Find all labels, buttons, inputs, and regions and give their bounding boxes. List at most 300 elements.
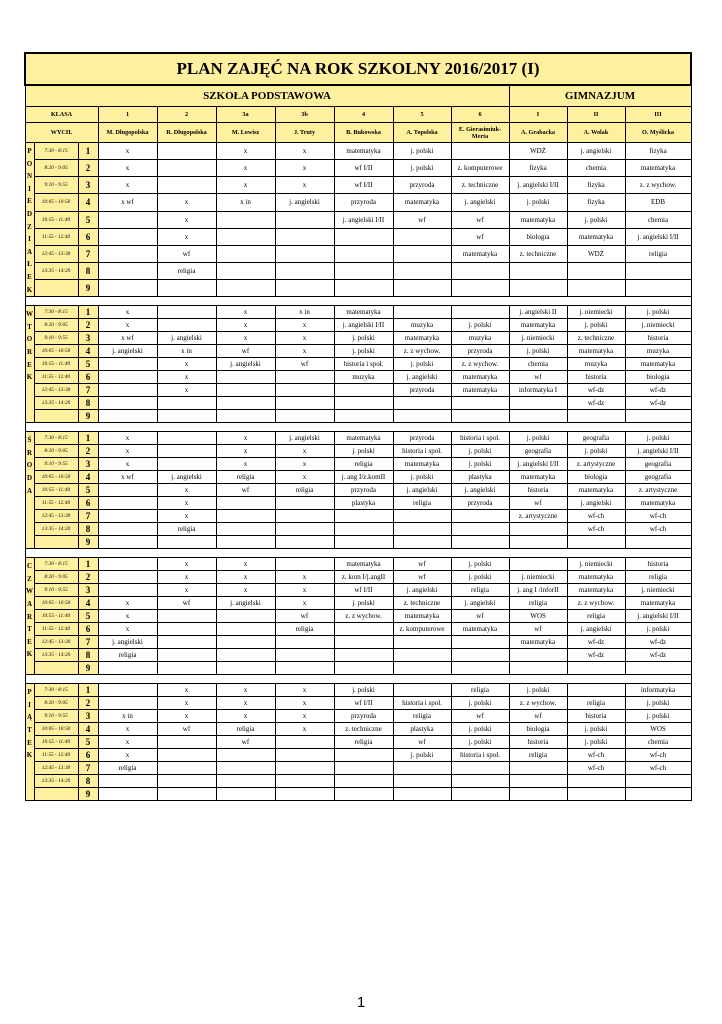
lesson-cell: j. niemiecki [625,584,691,597]
lesson-row [25,723,691,736]
lesson-cell [157,432,216,445]
lesson-cell [275,536,334,549]
teacher-header: B. Bukowska [334,123,393,143]
lesson-number: 2 [78,697,98,710]
lesson-cell [275,510,334,523]
lesson-cell: historia i społ. [393,445,451,458]
lesson-cell [157,410,216,423]
lesson-cell: x [275,697,334,710]
lesson-time: 7:30 - 8:15 [34,558,78,571]
lesson-cell: przyroda [451,497,509,510]
lesson-cell: j. angielski [567,623,625,636]
lesson-cell: matematyka [393,332,451,345]
lesson-cell: religia [157,262,216,279]
lesson-time [34,662,78,675]
lesson-time: 12:45 - 13:30 [34,384,78,397]
day-label [25,143,34,297]
lesson-cell [216,245,275,262]
lesson-cell [98,410,157,423]
lesson-cell: religia [625,571,691,584]
lesson-cell: WDŻ [567,245,625,262]
lesson-cell: j. polski [451,445,509,458]
lesson-number: 1 [78,558,98,571]
lesson-cell: fizyka [567,194,625,211]
lesson-cell: j. polski [393,749,451,762]
lesson-time: 10:05 - 10:50 [34,471,78,484]
lesson-cell: x [98,432,157,445]
lesson-cell: x [98,143,157,160]
lesson-number: 1 [78,684,98,697]
lesson-row [25,445,691,458]
lesson-cell [393,410,451,423]
lesson-cell: matematyka [393,458,451,471]
lesson-cell [157,160,216,177]
lesson-cell: j. angielski [275,432,334,445]
class-header: 3b [275,107,334,123]
lesson-cell: chemia [625,736,691,749]
class-header: 2 [157,107,216,123]
lesson-cell: przyroda [393,432,451,445]
lesson-cell: x [157,194,216,211]
lesson-cell: x [98,445,157,458]
lesson-cell [157,736,216,749]
lesson-cell: j. polski [509,684,567,697]
lesson-cell [98,397,157,410]
lesson-cell [334,410,393,423]
day-label-text: Ś R O D A [26,436,33,495]
lesson-cell [334,262,393,279]
lesson-cell: x [275,345,334,358]
lesson-cell: z. z wychow. [567,597,625,610]
lesson-cell [625,775,691,788]
lesson-cell: matematyka [334,432,393,445]
lesson-cell [157,280,216,297]
lesson-cell [625,536,691,549]
lesson-cell: j. polski [567,445,625,458]
lesson-cell: j. polski [567,736,625,749]
lesson-cell [157,458,216,471]
lesson-cell: religia [625,245,691,262]
lesson-cell: j. polski [625,697,691,710]
lesson-cell: wf [393,571,451,584]
lesson-cell: j. angielski [216,597,275,610]
lesson-number: 8 [78,397,98,410]
lesson-cell [451,262,509,279]
lesson-cell: wf [393,558,451,571]
lesson-cell [393,245,451,262]
lesson-time: 13:35 - 14:20 [34,775,78,788]
lesson-cell [451,536,509,549]
lesson-cell [334,397,393,410]
lesson-cell: j. angielski I/II [625,445,691,458]
lesson-cell [275,262,334,279]
lesson-cell [567,684,625,697]
lesson-number: 2 [78,319,98,332]
lesson-cell [275,649,334,662]
lesson-cell: x [216,710,275,723]
lesson-cell: j. polski [625,710,691,723]
lesson-cell [451,636,509,649]
lesson-cell: wf-ch [567,510,625,523]
lesson-cell [275,775,334,788]
lesson-cell [451,397,509,410]
lesson-cell: j. polski [393,160,451,177]
lesson-cell: x [275,458,334,471]
teacher-header: A. Topolska [393,123,451,143]
lesson-time: 8:20 - 9:05 [34,571,78,584]
lesson-cell: wf-ch [625,510,691,523]
lesson-cell: z. z wychow. [393,345,451,358]
lesson-number: 1 [78,306,98,319]
lesson-number: 9 [78,536,98,549]
lesson-cell [275,788,334,801]
teacher-header: J. Truty [275,123,334,143]
lesson-cell [98,384,157,397]
lesson-cell [393,262,451,279]
lesson-cell: matematyka [625,597,691,610]
lesson-cell: j. polski [393,471,451,484]
class-header: I [509,107,567,123]
lesson-cell: j. polski [451,319,509,332]
lesson-cell: wf I/II [334,584,393,597]
lesson-cell: j. polski [451,558,509,571]
lesson-cell: przyroda [334,710,393,723]
lesson-cell [451,510,509,523]
lesson-cell [216,636,275,649]
lesson-time [34,536,78,549]
lesson-row [25,194,691,211]
lesson-row [25,697,691,710]
lesson-cell [451,280,509,297]
lesson-cell [334,245,393,262]
lesson-cell [216,523,275,536]
lesson-cell: x [98,306,157,319]
klasa-label: KLASA [25,107,98,123]
day-separator [25,549,691,558]
day-label [25,558,34,675]
class-header: 5 [393,107,451,123]
teacher-header: O. Myślicka [625,123,691,143]
lesson-row [25,597,691,610]
lesson-number: 4 [78,345,98,358]
lesson-cell: j. angielski [216,358,275,371]
lesson-cell: matematyka [509,636,567,649]
lesson-time: 11:55 - 12:40 [34,371,78,384]
lesson-time: 13:35 - 14:20 [34,649,78,662]
lesson-cell [509,280,567,297]
lesson-cell: matematyka [393,610,451,623]
lesson-cell [393,775,451,788]
lesson-cell: j. niemiecki [567,306,625,319]
lesson-cell [393,228,451,245]
lesson-number: 2 [78,160,98,177]
lesson-cell: z. techniczne [334,723,393,736]
lesson-row [25,558,691,571]
lesson-cell [157,536,216,549]
lesson-cell [275,228,334,245]
lesson-cell: historia i społ. [451,432,509,445]
day-separator [25,297,691,306]
lesson-cell: j. polski [567,319,625,332]
lesson-cell [275,558,334,571]
lesson-cell: j. polski [334,597,393,610]
lesson-cell: z. artystyczne [509,510,567,523]
lesson-number: 4 [78,471,98,484]
lesson-cell: x [157,697,216,710]
lesson-cell: wf [216,484,275,497]
lesson-cell: z. kom I/j.angII [334,571,393,584]
lesson-cell [275,245,334,262]
lesson-cell: x [275,471,334,484]
lesson-cell: chemia [625,211,691,228]
lesson-cell [275,211,334,228]
lesson-row [25,332,691,345]
lesson-cell: j. angielski [393,371,451,384]
lesson-time: 12:45 - 13:30 [34,510,78,523]
lesson-cell: j. angielski [451,194,509,211]
lesson-row [25,319,691,332]
lesson-time [34,410,78,423]
lesson-cell [98,788,157,801]
lesson-cell: plastyka [334,497,393,510]
lesson-cell: z. z wychow. [451,358,509,371]
lesson-cell: historia [625,558,691,571]
lesson-cell: x [157,558,216,571]
lesson-cell: muzyka [451,332,509,345]
lesson-cell: x [98,736,157,749]
lesson-cell: j. polski [509,345,567,358]
lesson-cell: wf [393,211,451,228]
lesson-cell [509,262,567,279]
lesson-cell: x wf [98,194,157,211]
lesson-cell: z. z wychow. [509,697,567,710]
lesson-cell: wf I/II [334,697,393,710]
lesson-cell [98,775,157,788]
lesson-cell: wf [509,623,567,636]
teacher-header: R. Długopolska [157,123,216,143]
lesson-cell: historia i społ. [393,697,451,710]
lesson-cell: wf [216,736,275,749]
lesson-cell: wf [509,371,567,384]
lesson-cell [216,610,275,623]
lesson-cell: biologia [509,723,567,736]
lesson-cell [216,384,275,397]
lesson-cell: muzyka [625,345,691,358]
lesson-cell [216,749,275,762]
lesson-cell: matematyka [567,571,625,584]
lesson-cell: historia [509,484,567,497]
lesson-cell: j. polski [567,723,625,736]
lesson-cell: religia [334,458,393,471]
lesson-cell: wf-dz [567,397,625,410]
lesson-cell [393,762,451,775]
lesson-cell [567,788,625,801]
lesson-cell: wf [451,228,509,245]
lesson-cell: z. z wychow. [334,610,393,623]
lesson-cell [216,662,275,675]
lesson-number: 3 [78,710,98,723]
lesson-cell: biologia [625,371,691,384]
lesson-cell: j. polski [334,684,393,697]
lesson-cell: j. niemiecki [625,319,691,332]
lesson-cell: x [216,458,275,471]
lesson-cell [567,662,625,675]
lesson-cell: historia [567,710,625,723]
lesson-cell: j. niemiecki [509,332,567,345]
lesson-cell [334,536,393,549]
lesson-cell [157,749,216,762]
day-label-text: W T O R E K [26,310,33,382]
day-label-text: C Z W A R T E K [26,562,33,659]
wych-label: WYCH. [25,123,98,143]
lesson-number: 8 [78,523,98,536]
lesson-cell [157,662,216,675]
lesson-cell: j. polski [625,623,691,636]
lesson-cell: wf I/II [334,160,393,177]
teacher-header: A. Grabacka [509,123,567,143]
lesson-number: 5 [78,358,98,371]
lesson-number: 7 [78,636,98,649]
lesson-cell: j. polski [334,445,393,458]
lesson-row [25,775,691,788]
lesson-cell: geografia [509,445,567,458]
lesson-cell: x [216,697,275,710]
lesson-cell: x [157,371,216,384]
lesson-cell: wf [451,710,509,723]
lesson-row [25,432,691,445]
lesson-cell: j. polski [451,736,509,749]
lesson-cell: wf [157,597,216,610]
lesson-cell [509,397,567,410]
lesson-cell: x [98,597,157,610]
lesson-row [25,371,691,384]
lesson-cell: wf I/II [334,177,393,194]
lesson-time: 11:55 - 12:40 [34,749,78,762]
lesson-time: 11:55 - 12:40 [34,228,78,245]
lesson-cell [157,788,216,801]
lesson-cell: religia [98,649,157,662]
lesson-cell: wf [393,736,451,749]
lesson-row [25,497,691,510]
lesson-cell: informatyka I [509,384,567,397]
day-separator [25,675,691,684]
day-label-text: P I Ą T E K [26,688,33,760]
lesson-cell: j. niemiecki [509,571,567,584]
lesson-cell: x [216,306,275,319]
lesson-cell [157,445,216,458]
lesson-cell: j. angielski [393,584,451,597]
lesson-cell [451,775,509,788]
lesson-cell: historia [509,736,567,749]
lesson-cell [334,623,393,636]
lesson-cell: x [216,558,275,571]
lesson-time: 11:55 - 12:40 [34,623,78,636]
lesson-cell: x [275,597,334,610]
lesson-cell [275,497,334,510]
lesson-cell: x [98,458,157,471]
lesson-row [25,623,691,636]
lesson-cell: x [216,684,275,697]
lesson-row [25,710,691,723]
lesson-cell [98,571,157,584]
lesson-cell [98,697,157,710]
lesson-cell: x [275,143,334,160]
lesson-time [34,788,78,801]
lesson-cell [393,788,451,801]
day-separator [25,423,691,432]
lesson-cell [625,662,691,675]
lesson-cell: j. polski [509,432,567,445]
lesson-cell: x in [157,345,216,358]
lesson-cell: x [157,684,216,697]
lesson-cell: j. angielski [275,194,334,211]
lesson-cell [451,523,509,536]
lesson-cell: religia [451,584,509,597]
lesson-time: 13:35 - 14:20 [34,523,78,536]
lesson-time: 12:45 - 13:30 [34,762,78,775]
lesson-number: 4 [78,597,98,610]
lesson-cell: matematyka [625,160,691,177]
lesson-cell [216,649,275,662]
lesson-cell: j. angielski I/II [334,211,393,228]
lesson-cell: x [157,510,216,523]
timetable-table [24,52,692,801]
lesson-cell: EDB [625,194,691,211]
lesson-cell: wf [157,245,216,262]
lesson-time: 10:05 - 10:50 [34,723,78,736]
lesson-cell [393,662,451,675]
lesson-time: 8:20 - 9:05 [34,697,78,710]
lesson-cell: x [216,332,275,345]
lesson-number: 3 [78,458,98,471]
lesson-cell [509,410,567,423]
lesson-cell: geografia [567,432,625,445]
class-header: III [625,107,691,123]
lesson-cell: x [98,610,157,623]
lesson-cell [567,262,625,279]
lesson-cell: x [275,332,334,345]
lesson-cell: wf [275,358,334,371]
lesson-number: 6 [78,623,98,636]
class-header: II [567,107,625,123]
lesson-cell: x [275,710,334,723]
lesson-cell [216,410,275,423]
lesson-cell [216,510,275,523]
lesson-cell: x [275,584,334,597]
lesson-time: 13:35 - 14:20 [34,397,78,410]
lesson-cell: przyroda [393,177,451,194]
lesson-cell: religia [98,762,157,775]
lesson-cell: j. angielski [567,143,625,160]
lesson-cell: religia [334,736,393,749]
lesson-time: 12:45 - 13:30 [34,636,78,649]
lesson-cell: x [275,684,334,697]
lesson-cell [98,358,157,371]
lesson-cell: j. polski [451,697,509,710]
lesson-cell: muzyka [393,319,451,332]
lesson-cell: x [216,571,275,584]
lesson-time: 7:30 - 8:15 [34,306,78,319]
lesson-time: 7:30 - 8:15 [34,143,78,160]
lesson-cell [509,788,567,801]
lesson-cell [275,371,334,384]
lesson-cell: j. polski [334,345,393,358]
lesson-cell: religia [275,623,334,636]
lesson-cell [98,211,157,228]
class-header: 3a [216,107,275,123]
lesson-cell: muzyka [334,371,393,384]
lesson-row [25,345,691,358]
